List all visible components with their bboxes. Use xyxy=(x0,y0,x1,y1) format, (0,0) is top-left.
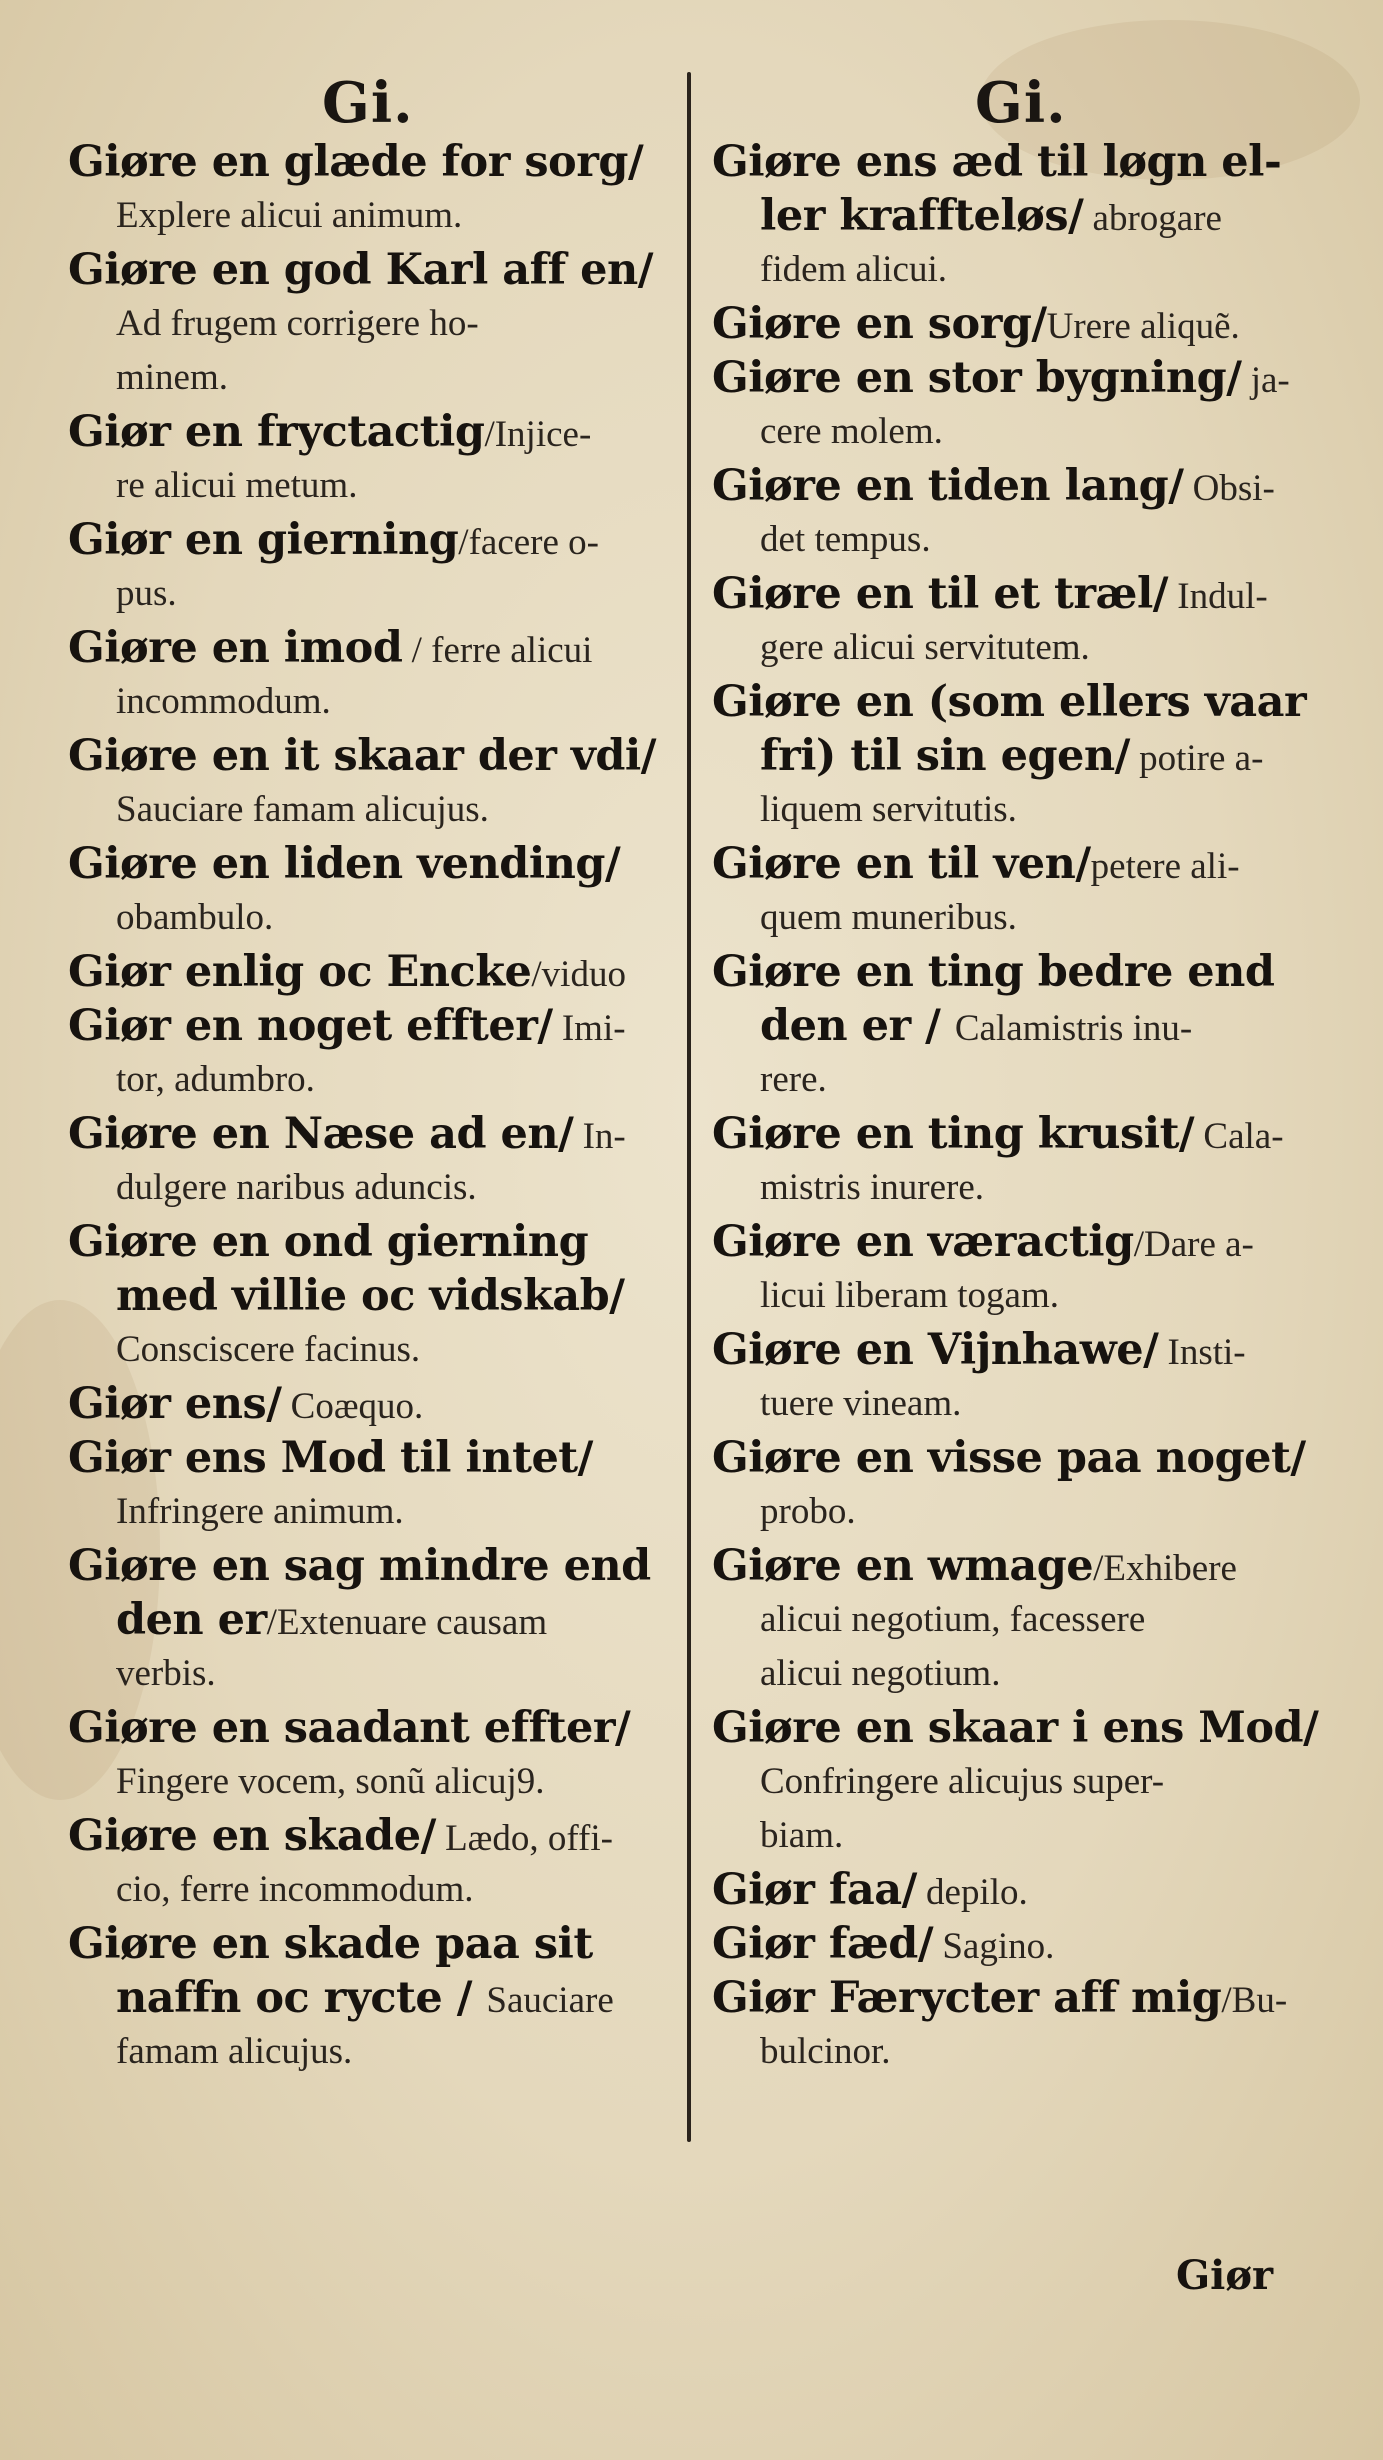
latin-gloss: mistris inurere. xyxy=(760,1167,985,1208)
latin-gloss: cio, ferre incommodum. xyxy=(116,1869,474,1910)
latin-gloss: gere alicui servitutem. xyxy=(760,627,1090,668)
latin-gloss: tor, adumbro. xyxy=(116,1059,315,1100)
danish-headword: Giør ens/ xyxy=(68,1379,282,1429)
entry-line xyxy=(712,999,1324,1053)
danish-headword: Giøre en glæde for sorg/ xyxy=(68,137,644,187)
danish-headword: Giøre en liden vending/ xyxy=(68,839,621,889)
danish-headword: Giøre en sorg/ xyxy=(712,299,1047,349)
danish-headword: Giøre en god Karl aff en/ xyxy=(68,245,653,295)
entry-line xyxy=(712,675,1324,729)
dictionary-entry xyxy=(712,675,1324,837)
danish-headword: Giøre en Næse ad en/ xyxy=(68,1109,574,1159)
danish-headword: Giøre en wmage xyxy=(712,1541,1094,1591)
entry-line xyxy=(712,729,1324,783)
danish-headword: Giøre en skade paa sit xyxy=(68,1919,593,1969)
entry-line xyxy=(68,891,673,945)
latin-gloss: biam. xyxy=(760,1815,844,1856)
danish-headword: Giøre en skade/ xyxy=(68,1811,436,1861)
entry-line xyxy=(68,513,673,567)
danish-headword: Giøre en stor bygning/ xyxy=(712,353,1242,403)
dictionary-entry xyxy=(68,729,673,837)
dictionary-entry xyxy=(68,1377,673,1431)
entry-line xyxy=(712,351,1324,405)
dictionary-entry xyxy=(68,621,673,729)
entry-line xyxy=(68,1917,673,1971)
entry-line xyxy=(68,135,673,189)
dictionary-entry xyxy=(68,513,673,621)
danish-headword: Giøre en Vijnhawe/ xyxy=(712,1325,1159,1375)
dictionary-entry xyxy=(712,1323,1324,1431)
entry-line xyxy=(712,1647,1324,1701)
entry-line xyxy=(68,1215,673,1269)
danish-headword: Giør en fryctactig xyxy=(68,407,485,457)
latin-gloss: Urere aliquẽ. xyxy=(1046,306,1240,347)
danish-headword: Giør enlig oc Encke xyxy=(68,947,532,997)
dictionary-entry xyxy=(68,945,673,999)
danish-headword: naffn oc rycte / xyxy=(116,1973,487,2023)
latin-gloss: Explere alicui animum. xyxy=(116,195,463,236)
danish-headword: Giøre en ond gierning xyxy=(68,1217,589,1267)
latin-gloss: petere ali- xyxy=(1090,846,1240,887)
latin-gloss: rere. xyxy=(760,1059,827,1100)
dictionary-entry xyxy=(68,1701,673,1809)
entry-line xyxy=(68,1593,673,1647)
entry-line xyxy=(712,1161,1324,1215)
latin-gloss: Fingere vocem, sonũ alicuj9. xyxy=(116,1761,545,1802)
entry-line xyxy=(68,459,673,513)
dictionary-entry xyxy=(712,1539,1324,1701)
entry-line xyxy=(712,1809,1324,1863)
latin-gloss: Insti- xyxy=(1158,1332,1246,1373)
entry-line xyxy=(68,1485,673,1539)
dictionary-entry xyxy=(68,1917,673,2079)
danish-headword: Giøre en væractig xyxy=(712,1217,1134,1267)
danish-headword: Giøre en imod xyxy=(68,623,403,673)
entry-line xyxy=(68,1539,673,1593)
dictionary-entry xyxy=(68,837,673,945)
entry-line xyxy=(712,189,1324,243)
entry-line xyxy=(68,1647,673,1701)
danish-headword: Giøre en tiden lang/ xyxy=(712,461,1184,511)
entry-line xyxy=(712,1053,1324,1107)
latin-gloss: / ferre alicui xyxy=(402,630,593,671)
dictionary-entry xyxy=(712,567,1324,675)
danish-headword: Giøre en sag mindre end xyxy=(68,1541,651,1591)
entry-line xyxy=(68,1701,673,1755)
latin-gloss: Cala- xyxy=(1194,1116,1284,1157)
dictionary-entry xyxy=(68,405,673,513)
latin-gloss: minem. xyxy=(116,357,229,398)
entry-line xyxy=(712,1863,1324,1917)
entry-line xyxy=(68,1755,673,1809)
dictionary-entry xyxy=(68,1215,673,1377)
dictionary-entry xyxy=(68,1107,673,1215)
left-column-header: Gi. xyxy=(322,70,414,136)
entry-line xyxy=(712,1593,1324,1647)
entry-line xyxy=(68,405,673,459)
entry-line xyxy=(68,297,673,351)
latin-gloss: pus. xyxy=(116,573,177,614)
dictionary-entry xyxy=(712,945,1324,1107)
latin-gloss: potire a- xyxy=(1129,738,1264,779)
entry-line xyxy=(712,1377,1324,1431)
entry-line xyxy=(68,783,673,837)
entry-line xyxy=(68,2025,673,2079)
latin-gloss: Consciscere facinus. xyxy=(116,1329,421,1370)
dictionary-entry xyxy=(712,1917,1324,1971)
entry-line xyxy=(68,675,673,729)
entry-line xyxy=(68,837,673,891)
danish-headword: Giør faa/ xyxy=(712,1865,917,1915)
dictionary-entry xyxy=(68,243,673,405)
entry-line xyxy=(712,1701,1324,1755)
entry-line xyxy=(68,243,673,297)
dictionary-entry xyxy=(712,459,1324,567)
danish-headword: ler kraffteløs/ xyxy=(760,191,1084,241)
latin-gloss: /Extenuare causam xyxy=(266,1602,548,1643)
danish-headword: Giøre en skaar i ens Mod/ xyxy=(712,1703,1319,1753)
latin-gloss: /viduo xyxy=(531,954,626,995)
dictionary-entry xyxy=(68,999,673,1107)
latin-gloss: re alicui metum. xyxy=(116,465,358,506)
latin-gloss: Obsi- xyxy=(1183,468,1275,509)
dictionary-entry xyxy=(712,1431,1324,1539)
dictionary-entry xyxy=(712,351,1324,459)
dictionary-entry xyxy=(68,1431,673,1539)
dictionary-entry xyxy=(712,1863,1324,1917)
entry-line xyxy=(712,243,1324,297)
entry-line xyxy=(68,729,673,783)
entry-line xyxy=(712,1539,1324,1593)
latin-gloss: abrogare xyxy=(1083,198,1222,239)
danish-headword: Giøre en saadant effter/ xyxy=(68,1703,631,1753)
latin-gloss: /Bu- xyxy=(1221,1980,1288,2021)
latin-gloss: bulcinor. xyxy=(760,2031,891,2072)
entry-line xyxy=(712,1485,1324,1539)
latin-gloss: /Injice- xyxy=(484,414,592,455)
entry-line xyxy=(68,351,673,405)
latin-gloss: licui liberam togam. xyxy=(760,1275,1059,1316)
entry-line xyxy=(712,513,1324,567)
entry-line xyxy=(712,891,1324,945)
danish-headword: Giøre en til ven/ xyxy=(712,839,1091,889)
entry-line xyxy=(68,1269,673,1323)
entry-line xyxy=(68,567,673,621)
dictionary-entry xyxy=(712,837,1324,945)
entry-line xyxy=(712,1269,1324,1323)
latin-gloss: Sauciare xyxy=(486,1980,614,2021)
entry-line xyxy=(68,999,673,1053)
entry-line xyxy=(712,1323,1324,1377)
danish-headword: den er / xyxy=(760,1001,955,1051)
danish-headword: Giør en noget effter/ xyxy=(68,1001,553,1051)
latin-gloss: In- xyxy=(573,1116,626,1157)
latin-gloss: alicui negotium, facessere xyxy=(760,1599,1146,1640)
dictionary-entry xyxy=(68,135,673,243)
entry-line xyxy=(68,945,673,999)
entry-line xyxy=(68,1107,673,1161)
entry-line xyxy=(712,1971,1324,2025)
entry-line xyxy=(712,1431,1324,1485)
entry-line xyxy=(712,783,1324,837)
entry-line xyxy=(712,945,1324,999)
danish-headword: Giør en gierning xyxy=(68,515,459,565)
latin-gloss: Ad frugem corrigere ho- xyxy=(116,303,479,344)
latin-gloss: famam alicujus. xyxy=(116,2031,353,2072)
latin-gloss: /Exhibere xyxy=(1093,1548,1237,1589)
danish-headword: den er xyxy=(116,1595,267,1645)
latin-gloss: obambulo. xyxy=(116,897,274,938)
latin-gloss: Calamistris inu- xyxy=(954,1008,1193,1049)
entry-line xyxy=(68,621,673,675)
dictionary-entry xyxy=(68,1809,673,1917)
dictionary-entry xyxy=(712,1701,1324,1863)
right-column-header: Gi. xyxy=(975,70,1067,136)
dictionary-entry xyxy=(712,297,1324,351)
entry-line xyxy=(68,1377,673,1431)
entry-line xyxy=(712,621,1324,675)
danish-headword: med villie oc vidskab/ xyxy=(116,1271,625,1321)
danish-headword: Giøre en ting krusit/ xyxy=(712,1109,1195,1159)
danish-headword: Giøre en (som ellers vaar xyxy=(712,677,1307,727)
entry-line xyxy=(712,405,1324,459)
latin-gloss: probo. xyxy=(760,1491,856,1532)
latin-gloss: incommodum. xyxy=(116,681,331,722)
danish-headword: Giøre en visse paa noget/ xyxy=(712,1433,1306,1483)
entry-line xyxy=(68,1863,673,1917)
latin-gloss: quem muneribus. xyxy=(760,897,1017,938)
latin-gloss: cere molem. xyxy=(760,411,943,452)
latin-gloss: /Dare a- xyxy=(1133,1224,1254,1265)
entry-line xyxy=(68,189,673,243)
latin-gloss: Infringere animum. xyxy=(116,1491,404,1532)
dictionary-entry xyxy=(712,135,1324,297)
entry-line xyxy=(712,459,1324,513)
entry-line xyxy=(68,1809,673,1863)
left-column xyxy=(68,135,673,2079)
entry-line xyxy=(712,2025,1324,2079)
latin-gloss: Sagino. xyxy=(933,1926,1055,1967)
column-divider xyxy=(687,72,691,2142)
entry-line xyxy=(712,1917,1324,1971)
catchword: Giør xyxy=(1176,2252,1274,2299)
latin-gloss: verbis. xyxy=(116,1653,216,1694)
entry-line xyxy=(68,1161,673,1215)
entry-line xyxy=(712,1107,1324,1161)
danish-headword: Giør Færycter aff mig xyxy=(712,1973,1222,2023)
latin-gloss: /facere o- xyxy=(458,522,599,563)
entry-line xyxy=(68,1323,673,1377)
entry-line xyxy=(68,1431,673,1485)
right-column xyxy=(712,135,1324,2079)
danish-headword: Giøre en it skaar der vdi/ xyxy=(68,731,656,781)
latin-gloss: Indul- xyxy=(1168,576,1268,617)
latin-gloss: Confringere alicujus super- xyxy=(760,1761,1165,1802)
danish-headword: Giør ens Mod til intet/ xyxy=(68,1433,593,1483)
latin-gloss: depilo. xyxy=(916,1872,1028,1913)
entry-line xyxy=(712,1215,1324,1269)
entry-line xyxy=(712,297,1324,351)
latin-gloss: Imi- xyxy=(552,1008,626,1049)
dictionary-entry xyxy=(68,1539,673,1701)
latin-gloss: Coæquo. xyxy=(281,1386,424,1427)
danish-headword: Giøre ens æd til løgn el- xyxy=(712,137,1282,187)
entry-line xyxy=(68,1053,673,1107)
entry-line xyxy=(68,1971,673,2025)
entry-line xyxy=(712,1755,1324,1809)
entry-line xyxy=(712,567,1324,621)
entry-line xyxy=(712,837,1324,891)
latin-gloss: Lædo, offi- xyxy=(435,1818,613,1859)
latin-gloss: liquem servitutis. xyxy=(760,789,1017,830)
latin-gloss: fidem alicui. xyxy=(760,249,947,290)
latin-gloss: dulgere naribus aduncis. xyxy=(116,1167,477,1208)
latin-gloss: ja- xyxy=(1241,360,1290,401)
danish-headword: Giør fæd/ xyxy=(712,1919,934,1969)
latin-gloss: Sauciare famam alicujus. xyxy=(116,789,489,830)
entry-line xyxy=(712,135,1324,189)
danish-headword: fri) til sin egen/ xyxy=(760,731,1130,781)
danish-headword: Giøre en ting bedre end xyxy=(712,947,1275,997)
dictionary-entry xyxy=(712,1215,1324,1323)
danish-headword: Giøre en til et træl/ xyxy=(712,569,1168,619)
latin-gloss: alicui negotium. xyxy=(760,1653,1001,1694)
latin-gloss: det tempus. xyxy=(760,519,931,560)
dictionary-entry xyxy=(712,1971,1324,2079)
dictionary-entry xyxy=(712,1107,1324,1215)
latin-gloss: tuere vineam. xyxy=(760,1383,962,1424)
